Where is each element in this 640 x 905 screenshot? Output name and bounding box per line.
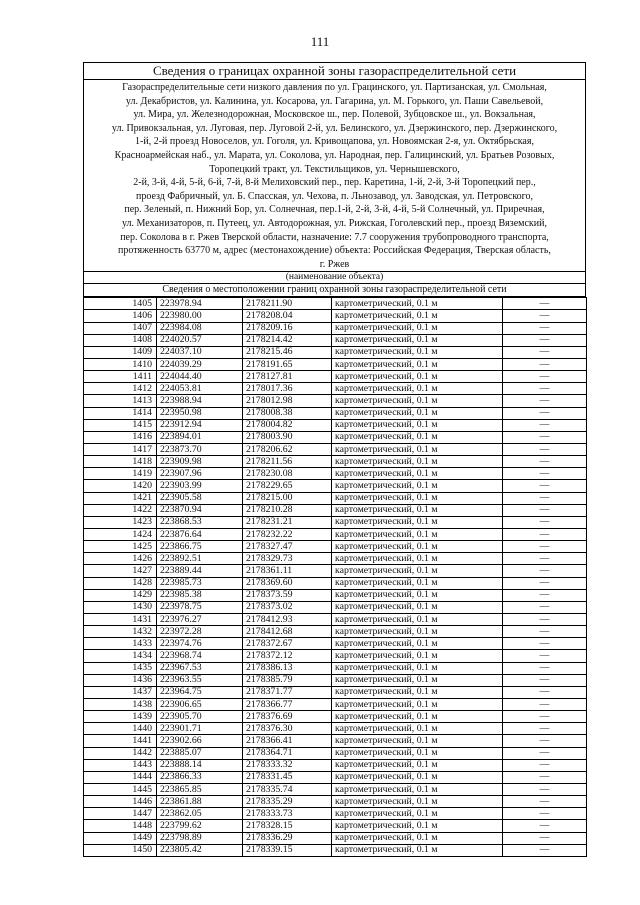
point-number: 1407 [84,322,157,334]
table-row [84,480,587,492]
note-cell: — [503,516,587,528]
table-row [84,322,587,334]
coordinate-y: 2178214.42 [243,334,332,346]
description-line: Торопецкий тракт, ул. Текстильщиков, ул. Чернышевского, [209,163,460,175]
note-cell: — [503,832,587,844]
coordinate-y: 2178004.82 [243,419,332,431]
table-row [84,371,587,383]
note-cell: — [503,553,587,565]
coordinate-y: 2178230.08 [243,468,332,480]
coordinate-y: 2178412.93 [243,613,332,625]
table-row [84,431,587,443]
method-cell: картометрический, 0.1 м [332,771,503,783]
coordinate-x: 223876.64 [157,528,243,540]
point-number: 1444 [84,771,157,783]
coordinate-y: 2178412.68 [243,626,332,638]
coordinate-y: 2178335.29 [243,796,332,808]
description-line: Красноармейская наб., ул. Марата, ул. Соколова, ул. Народная, пер. Галицинский, ул. Братьев Розовых, [114,149,555,161]
method-cell: картометрический, 0.1 м [332,310,503,322]
table-row [84,395,587,407]
coordinate-x: 223912.94 [157,419,243,431]
coordinate-x: 223974.76 [157,638,243,650]
point-number: 1432 [84,626,157,638]
coordinate-y: 2178373.02 [243,601,332,613]
coordinate-x: 223798.89 [157,832,243,844]
coordinate-x: 223976.27 [157,613,243,625]
table-row [84,735,587,747]
coordinate-x: 223907.96 [157,468,243,480]
method-cell: картометрический, 0.1 м [332,808,503,820]
note-cell: — [503,686,587,698]
coordinate-y: 2178339.15 [243,844,332,856]
method-cell: картометрический, 0.1 м [332,832,503,844]
point-number: 1422 [84,504,157,516]
coordinate-x: 223894.01 [157,431,243,443]
coordinate-x: 223985.73 [157,577,243,589]
object-description [84,80,585,272]
coordinate-x: 224020.57 [157,334,243,346]
point-number: 1410 [84,359,157,371]
coordinate-x: 223861.88 [157,796,243,808]
method-cell: картометрический, 0.1 м [332,516,503,528]
note-cell: — [503,820,587,832]
note-cell: — [503,431,587,443]
coordinate-x: 223972.28 [157,626,243,638]
point-number: 1420 [84,480,157,492]
note-cell: — [503,565,587,577]
table-row [84,516,587,528]
method-cell: картометрический, 0.1 м [332,407,503,419]
coordinate-x: 224053.81 [157,383,243,395]
note-cell: — [503,504,587,516]
method-cell: картометрический, 0.1 м [332,796,503,808]
method-cell: картометрический, 0.1 м [332,565,503,577]
point-number: 1425 [84,541,157,553]
method-cell: картометрический, 0.1 м [332,456,503,468]
method-cell: картометрический, 0.1 м [332,383,503,395]
coordinate-x: 224044.40 [157,371,243,383]
coordinate-y: 2178012.98 [243,395,332,407]
coordinate-x: 223988.94 [157,395,243,407]
coordinate-x: 223978.94 [157,298,243,310]
table-row [84,662,587,674]
note-cell: — [503,528,587,540]
coordinate-x: 224039.29 [157,359,243,371]
method-cell: картометрический, 0.1 м [332,650,503,662]
note-cell: — [503,723,587,735]
point-number: 1416 [84,431,157,443]
coordinate-y: 2178329.73 [243,553,332,565]
method-cell: картометрический, 0.1 м [332,723,503,735]
point-number: 1450 [84,844,157,856]
note-cell: — [503,456,587,468]
coordinate-y: 2178331.45 [243,771,332,783]
note-cell: — [503,638,587,650]
table-row [84,747,587,759]
note-cell: — [503,407,587,419]
object-caption: (наименование объекта) [84,272,585,284]
coordinate-y: 2178333.73 [243,808,332,820]
method-cell: картометрический, 0.1 м [332,492,503,504]
table-row [84,298,587,310]
table-row [84,723,587,735]
coordinate-y: 2178366.41 [243,735,332,747]
point-number: 1435 [84,662,157,674]
note-cell: — [503,662,587,674]
coordinate-y: 2178231.21 [243,516,332,528]
point-number: 1406 [84,310,157,322]
description-line: ул. Декабристов, ул. Калинина, ул. Косарова, ул. Гагарина, ул. М. Горького, ул. Паши Савельевой, [125,95,544,107]
point-number: 1433 [84,638,157,650]
table-row [84,407,587,419]
table-row [84,419,587,431]
table-row [84,698,587,710]
note-cell: — [503,808,587,820]
coordinate-x: 223963.55 [157,674,243,686]
coordinate-x: 223862.05 [157,808,243,820]
point-number: 1414 [84,407,157,419]
note-cell: — [503,613,587,625]
note-cell: — [503,298,587,310]
method-cell: картометрический, 0.1 м [332,444,503,456]
point-number: 1408 [84,334,157,346]
table-row [84,553,587,565]
table-row [84,638,587,650]
table-row [84,711,587,723]
note-cell: — [503,346,587,358]
coordinate-x: 223889.44 [157,565,243,577]
table-row [84,589,587,601]
coordinate-y: 2178211.90 [243,298,332,310]
method-cell: картометрический, 0.1 м [332,626,503,638]
method-cell: картометрический, 0.1 м [332,553,503,565]
section-title: Сведения о местоположении границ охранной зоны газораспределительной сети [84,284,585,297]
point-number: 1424 [84,528,157,540]
coordinate-x: 223906.65 [157,698,243,710]
method-cell: картометрический, 0.1 м [332,601,503,613]
method-cell: картометрический, 0.1 м [332,577,503,589]
table-row [84,528,587,540]
method-cell: картометрический, 0.1 м [332,504,503,516]
method-cell: картометрический, 0.1 м [332,298,503,310]
point-number: 1441 [84,735,157,747]
coordinate-x: 223873.70 [157,444,243,456]
description-line: г. Ржев [319,258,350,270]
point-number: 1421 [84,492,157,504]
point-number: 1423 [84,516,157,528]
method-cell: картометрический, 0.1 м [332,711,503,723]
point-number: 1446 [84,796,157,808]
coordinate-x: 223968.74 [157,650,243,662]
coordinate-y: 2178206.62 [243,444,332,456]
coordinate-x: 223905.70 [157,711,243,723]
coordinate-y: 2178215.00 [243,492,332,504]
coordinate-x: 223964.75 [157,686,243,698]
coordinate-x: 223980.00 [157,310,243,322]
method-cell: картометрический, 0.1 м [332,541,503,553]
coordinate-x: 223967.53 [157,662,243,674]
coordinate-y: 2178209.16 [243,322,332,334]
point-number: 1439 [84,711,157,723]
method-cell: картометрический, 0.1 м [332,359,503,371]
point-number: 1430 [84,601,157,613]
coordinate-x: 223799.62 [157,820,243,832]
note-cell: — [503,419,587,431]
coordinate-x: 223985.38 [157,589,243,601]
method-cell: картометрический, 0.1 м [332,698,503,710]
method-cell: картометрический, 0.1 м [332,844,503,856]
table-row [84,492,587,504]
point-number: 1440 [84,723,157,735]
point-number: 1418 [84,456,157,468]
note-cell: — [503,577,587,589]
table-row [84,468,587,480]
coordinate-y: 2178333.32 [243,759,332,771]
coordinate-x: 223902.66 [157,735,243,747]
note-cell: — [503,796,587,808]
note-cell: — [503,589,587,601]
note-cell: — [503,771,587,783]
coordinate-x: 223905.58 [157,492,243,504]
table-row [84,759,587,771]
header-box [83,62,586,297]
point-number: 1428 [84,577,157,589]
method-cell: картометрический, 0.1 м [332,528,503,540]
point-number: 1442 [84,747,157,759]
method-cell: картометрический, 0.1 м [332,662,503,674]
method-cell: картометрический, 0.1 м [332,613,503,625]
coordinate-y: 2178210.28 [243,504,332,516]
table-row [84,783,587,795]
coordinate-y: 2178366.77 [243,698,332,710]
coordinate-y: 2178364.71 [243,747,332,759]
point-number: 1415 [84,419,157,431]
method-cell: картометрический, 0.1 м [332,820,503,832]
coordinate-y: 2178127.81 [243,371,332,383]
coordinate-y: 2178211.56 [243,456,332,468]
description-line: 1-й, 2-й проезд Новоселов, ул. Гоголя, ул. Кривощапова, ул. Новоямская 2-я, ул. Октябрьская, [135,136,534,148]
point-number: 1417 [84,444,157,456]
method-cell: картометрический, 0.1 м [332,686,503,698]
document-sheet [83,62,586,857]
point-number: 1449 [84,832,157,844]
point-number: 1412 [84,383,157,395]
coordinate-y: 2178008.38 [243,407,332,419]
note-cell: — [503,674,587,686]
note-cell: — [503,359,587,371]
coordinate-x: 223868.53 [157,516,243,528]
method-cell: картометрический, 0.1 м [332,735,503,747]
table-row [84,383,587,395]
point-number: 1431 [84,613,157,625]
point-number: 1443 [84,759,157,771]
point-number: 1445 [84,783,157,795]
table-row [84,674,587,686]
method-cell: картометрический, 0.1 м [332,371,503,383]
coordinate-x: 223978.75 [157,601,243,613]
coordinate-y: 2178335.74 [243,783,332,795]
coordinate-x: 223885.07 [157,747,243,759]
coordinate-y: 2178229.65 [243,480,332,492]
point-number: 1447 [84,808,157,820]
coordinate-y: 2178361.11 [243,565,332,577]
table-row [84,359,587,371]
page-number: 111 [310,34,330,49]
table-row [84,504,587,516]
point-number: 1409 [84,346,157,358]
coordinate-y: 2178003.90 [243,431,332,443]
point-number: 1437 [84,686,157,698]
point-number: 1411 [84,371,157,383]
note-cell: — [503,844,587,856]
method-cell: картометрический, 0.1 м [332,589,503,601]
method-cell: картометрический, 0.1 м [332,480,503,492]
note-cell: — [503,759,587,771]
point-number: 1427 [84,565,157,577]
note-cell: — [503,468,587,480]
method-cell: картометрический, 0.1 м [332,334,503,346]
coordinate-y: 2178327.47 [243,541,332,553]
note-cell: — [503,735,587,747]
coordinate-y: 2178017.36 [243,383,332,395]
note-cell: — [503,626,587,638]
description-line: ул. Мира, ул. Железнодорожная, Московское ш., пер. Полевой, Зубцовское ш., ул. Вокзальная, [133,109,536,121]
point-number: 1438 [84,698,157,710]
coordinate-y: 2178208.04 [243,310,332,322]
note-cell: — [503,395,587,407]
point-number: 1405 [84,298,157,310]
method-cell: картометрический, 0.1 м [332,322,503,334]
table-row [84,334,587,346]
table-row [84,686,587,698]
coordinate-x: 223866.33 [157,771,243,783]
coordinate-x: 223950.98 [157,407,243,419]
coordinate-y: 2178232.22 [243,528,332,540]
coordinate-y: 2178336.29 [243,832,332,844]
note-cell: — [503,334,587,346]
note-cell: — [503,310,587,322]
table-row [84,601,587,613]
description-line: Газораспределительные сети низкого давления по ул. Грацинского, ул. Партизанская, ул. Смольная, [122,82,547,93]
note-cell: — [503,322,587,334]
method-cell: картометрический, 0.1 м [332,468,503,480]
coordinate-y: 2178215.46 [243,346,332,358]
note-cell: — [503,601,587,613]
point-number: 1436 [84,674,157,686]
coordinate-x: 223870.94 [157,504,243,516]
coordinate-x: 223892.51 [157,553,243,565]
table-row [84,771,587,783]
coordinates-table [83,297,587,856]
note-cell: — [503,747,587,759]
coordinate-y: 2178191.65 [243,359,332,371]
coordinate-x: 223984.08 [157,322,243,334]
note-cell: — [503,711,587,723]
description-line: пер. Зеленый, п. Нижний Бор, ул. Солнечная, пер.1-й, 2-й, 3-й, 4-й, 5-й Солнечный, ул. Приречная, [124,204,545,216]
method-cell: картометрический, 0.1 м [332,783,503,795]
method-cell: картометрический, 0.1 м [332,395,503,407]
coordinate-y: 2178328.15 [243,820,332,832]
table-row [84,832,587,844]
method-cell: картометрический, 0.1 м [332,431,503,443]
coordinate-x: 223888.14 [157,759,243,771]
point-number: 1429 [84,589,157,601]
method-cell: картометрический, 0.1 м [332,346,503,358]
point-number: 1448 [84,820,157,832]
description-line: ул. Механизаторов, п. Путеец, ул. Автодорожная, ул. Рижская, Гоголевский пер., проезд Вяземский, [122,217,547,229]
note-cell: — [503,698,587,710]
table-row [84,820,587,832]
table-row [84,626,587,638]
coordinate-x: 223805.42 [157,844,243,856]
coordinate-x: 223901.71 [157,723,243,735]
table-row [84,456,587,468]
table-row [84,565,587,577]
note-cell: — [503,383,587,395]
table-row [84,808,587,820]
note-cell: — [503,371,587,383]
table-row [84,650,587,662]
point-number: 1419 [84,468,157,480]
table-row [84,346,587,358]
coordinate-y: 2178372.67 [243,638,332,650]
coordinate-y: 2178376.69 [243,711,332,723]
note-cell: — [503,444,587,456]
point-number: 1426 [84,553,157,565]
note-cell: — [503,480,587,492]
table-row [84,613,587,625]
coordinate-y: 2178373.59 [243,589,332,601]
coordinate-x: 223866.75 [157,541,243,553]
coordinate-y: 2178369.60 [243,577,332,589]
description-line: проезд Фабричный, ул. Б. Спасская, ул. Чехова, п. Льнозавод, ул. Заводская, ул. Петровского, [135,190,534,202]
table-row [84,577,587,589]
table-row [84,844,587,856]
coordinate-y: 2178372.12 [243,650,332,662]
description-line: 2-й, 3-й, 4-й, 5-й, 6-й, 7-й, 8-й Мелиховский пер., пер. Каретина, 1-й, 2-й, 3-й Торопецкий пер., [133,177,536,189]
coordinate-y: 2178385.79 [243,674,332,686]
description-line: пер. Соколова в г. Ржев Тверской области, назначение: 7.7 сооружения трубопроводного транспорта, [120,231,549,243]
point-number: 1413 [84,395,157,407]
description-line: ул. Привокзальная, ул. Луговая, пер. Луговой 2-й, ул. Белинского, ул. Дзержинского, пер. Дзержинского, [111,122,558,134]
note-cell: — [503,650,587,662]
method-cell: картометрический, 0.1 м [332,747,503,759]
method-cell: картометрический, 0.1 м [332,419,503,431]
method-cell: картометрический, 0.1 м [332,638,503,650]
note-cell: — [503,541,587,553]
coordinate-x: 223909.98 [157,456,243,468]
coordinate-y: 2178376.30 [243,723,332,735]
table-row [84,541,587,553]
coordinate-x: 224037.10 [157,346,243,358]
note-cell: — [503,783,587,795]
table-row [84,796,587,808]
table-row [84,310,587,322]
description-line: протяженность 63770 м, адрес (местонахождение) объекта: Российская Федерация, Тверская область, [118,245,551,257]
coordinate-y: 2178386.13 [243,662,332,674]
method-cell: картометрический, 0.1 м [332,674,503,686]
table-row [84,444,587,456]
coordinate-x: 223903.99 [157,480,243,492]
point-number: 1434 [84,650,157,662]
coordinate-y: 2178371.77 [243,686,332,698]
note-cell: — [503,492,587,504]
method-cell: картометрический, 0.1 м [332,759,503,771]
coordinate-x: 223865.85 [157,783,243,795]
document-title: Сведения о границах охранной зоны газораспределительной сети [84,63,585,80]
